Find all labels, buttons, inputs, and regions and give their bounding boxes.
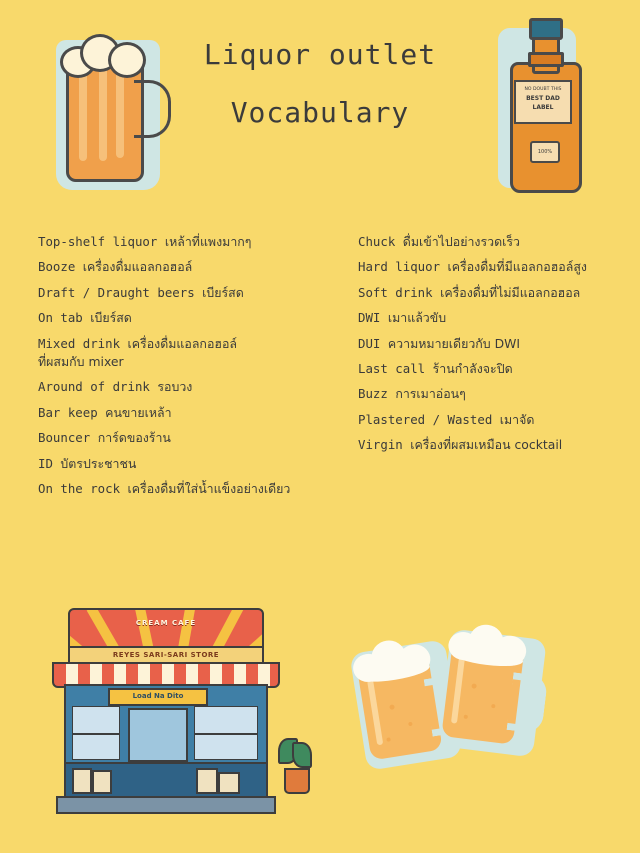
bottle-cap	[529, 18, 563, 40]
vocab-thai: เบียร์สด	[90, 310, 132, 326]
bottle-label	[514, 80, 572, 124]
vocab-term: Around of drink	[38, 379, 150, 395]
vocab-thai: ดื่มเข้าไปอย่างรวดเร็ว	[402, 234, 520, 249]
vocabulary-right-column	[358, 236, 628, 508]
vocab-thai: เครื่องดื่มที่มีแอลกอฮอล์สูง	[447, 259, 587, 275]
store-crate	[196, 768, 218, 794]
vocab-term: Last call	[358, 361, 426, 377]
vocab-entry	[358, 236, 628, 248]
vocab-thai: เหล้าที่แพงมากๆ	[164, 234, 252, 249]
bottle-label-top: NO DOUBT THIS	[524, 87, 562, 92]
store-crate	[72, 768, 92, 794]
vocab-term: Buzz	[358, 386, 388, 402]
vocab-entry-continued	[38, 356, 338, 368]
plant-pot	[284, 768, 310, 794]
vocab-thai: เครื่องดื่มที่ไม่มีแอลกอฮอล	[440, 284, 581, 300]
vocab-entry	[358, 439, 628, 451]
vocab-thai: เครื่องดื่มแอลกอฮอล์	[82, 259, 193, 275]
vocab-entry	[38, 284, 338, 300]
whisky-bottle-illustration	[488, 10, 598, 195]
store-shelf	[194, 706, 258, 734]
vocab-thai: ความหมายเดียวกับ DWI	[387, 335, 521, 351]
store-name-sign: REYES SARI-SARI STORE	[68, 646, 264, 666]
vocab-thai: ที่ผสมกับ mixer	[38, 354, 124, 370]
vocab-term: Virgin	[358, 437, 403, 453]
vocab-term: ID	[38, 455, 53, 471]
page-title	[160, 38, 480, 129]
vocab-thai: เบียร์สด	[202, 284, 244, 300]
store-base	[56, 796, 276, 814]
sunburst-ray	[207, 608, 244, 650]
beer-mug-illustration	[52, 22, 172, 192]
vocab-thai: คนขายเหล้า	[105, 404, 172, 420]
mug-foam	[60, 34, 146, 70]
sunburst-ray	[87, 608, 126, 650]
vocab-term: On tab	[38, 310, 83, 326]
clinking-mugs-illustration	[352, 596, 582, 786]
vocab-term: DUI	[358, 335, 381, 351]
vocab-entry	[358, 312, 628, 324]
vocab-term: Bouncer	[38, 430, 91, 446]
vocab-entry	[358, 411, 628, 427]
vocab-term: Mixed drink	[38, 335, 121, 351]
vocab-term: Booze	[38, 259, 76, 275]
vocab-term: Soft drink	[358, 284, 433, 300]
vocab-entry	[38, 404, 338, 420]
store-crate	[92, 770, 112, 794]
bottle-collar	[528, 52, 564, 67]
vocab-entry	[38, 432, 338, 444]
vocab-entry	[38, 236, 338, 248]
beer-mug-right	[441, 621, 546, 747]
sari-sari-store-illustration	[46, 600, 304, 820]
title-line-1: Liquor outlet	[203, 38, 437, 71]
vocab-entry	[358, 261, 628, 273]
vocab-entry	[38, 312, 338, 324]
vocabulary-left-column	[38, 236, 338, 508]
store-shelf	[72, 734, 120, 760]
vocab-thai: บัตรประชาชน	[60, 455, 137, 471]
vocab-thai: การเมาอ่อนๆ	[395, 386, 466, 402]
store-shelf	[72, 706, 120, 734]
vocab-entry	[38, 261, 338, 273]
vocab-term: Draft / Draught beers	[38, 284, 195, 300]
title-line-2: Vocabulary	[230, 95, 410, 129]
vocab-thai: เครื่องดื่มแอลกอฮอล์	[127, 335, 237, 351]
store-crate	[218, 772, 240, 794]
vocab-entry	[358, 284, 628, 300]
vocab-thai: เครื่องที่ผสมเหมือน cocktail	[410, 437, 563, 453]
sunburst-ray	[176, 608, 196, 650]
vocab-entry	[358, 335, 628, 351]
bottle-label-main: BEST DAD LABEL	[526, 94, 560, 111]
vocab-entry	[38, 335, 338, 351]
vocab-entry	[358, 388, 628, 400]
vocab-entry	[38, 483, 338, 495]
vocab-thai: เมาจัด	[499, 411, 535, 427]
vocab-term: Plastered / Wasted	[358, 411, 493, 427]
vocab-term: Top-shelf liquor	[38, 234, 158, 249]
store-sign-top-text: CREAM CAFE	[135, 619, 197, 627]
plant-leaf	[292, 742, 312, 768]
vocab-term: Hard liquor	[358, 259, 441, 275]
mug-foam	[447, 620, 535, 666]
vocab-thai: รอบวง	[157, 379, 193, 395]
vocab-thai: เครื่องดื่มที่ใส่น้ำแข็งอย่างเดียว	[127, 481, 291, 497]
mug-handle	[507, 672, 549, 734]
vocab-entry	[38, 381, 338, 393]
sunburst-ray	[134, 608, 156, 650]
vocab-entry	[38, 455, 338, 471]
vocab-entry	[358, 363, 628, 375]
vocab-thai: ร้านกำลังจะปิด	[432, 361, 513, 377]
vocab-term: Chuck	[358, 234, 396, 249]
vocab-thai: เมาแล้วขับ	[387, 310, 447, 326]
vocab-term: DWI	[358, 310, 381, 326]
store-sunburst-sign	[68, 608, 264, 650]
bottle-badge: 100%	[530, 141, 560, 163]
vocab-term: Bar keep	[38, 404, 98, 420]
vocab-term: On the rock	[38, 481, 121, 497]
vocabulary-columns	[0, 236, 640, 508]
store-shelf	[194, 734, 258, 760]
store-window	[128, 708, 188, 762]
store-banner: Load Na Dito	[108, 688, 208, 706]
vocab-thai: การ์ดของร้าน	[97, 430, 171, 446]
